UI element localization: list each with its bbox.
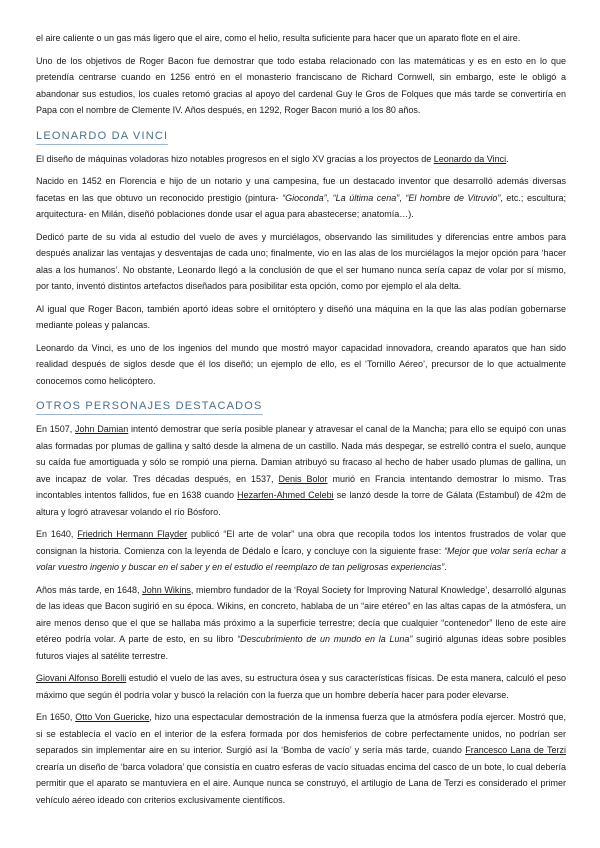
link-denis-bolor[interactable]: Denis Bolor — [278, 473, 328, 484]
paragraph-tornillo-aereo — [36, 340, 566, 390]
link-john-wikins[interactable]: John Wikins — [142, 584, 191, 595]
work-title: “El hombre de Vitruvio” — [405, 192, 501, 203]
paragraph-borelli — [36, 670, 566, 703]
link-otto-von-guericke[interactable]: Otto Von Guericke — [75, 712, 150, 722]
text: . — [506, 153, 509, 164]
paragraph-leonardo-intro — [36, 151, 566, 168]
text: , — [399, 192, 406, 203]
paragraph-john-damian — [36, 421, 566, 520]
text: intentó demostrar que sería posible planear y atravesar el canal de la Mancha; para ello se equipó con unas alas formadas por plumas de gallina y saltó desde la almena de un castillo. Nada más despegar, se estrelló contra el suelo, aunque su caída fue amortiguada y sólo se rompió una pierna. Damian atribuyó su fracaso al hecho de haber usado plumas de gallina, un ave incapaz de volar. Tres décadas después, en 1537, — [36, 424, 567, 484]
paragraph-leonardo-birds — [36, 229, 566, 295]
paragraph-roger-bacon — [36, 53, 566, 119]
paragraph-ornitoptero — [36, 301, 566, 334]
text: , etc.; escultura; arquitectura- en Milán, diseñó poblaciones donde usar el agua para abastecerse; anatomía…). — [36, 192, 566, 219]
text: crearía un diseño de ‘barca voladora’ que consistía en cuatro esferas de vacío situadas encima del casco de un bote, lo cual debería permitir que el aparato se mantuviera en el aire. Aunque nunca se construyó, el artilugio de Lana de Terzi es considerado el primer vehículo aéreo ideado con criterios exclusivamente científicos. — [36, 761, 566, 805]
section-heading-otros: OTROS PERSONAJES DESTACADOS — [36, 399, 263, 415]
text: Al igual que Roger Bacon, también aportó ideas sobre el ornitóptero y diseñó una máquina en la que las alas podían gobernarse mediante poleas y palancas. — [36, 303, 566, 330]
link-hezarfen-ahmed-celebi[interactable]: Hezarfen-Ahmed Celebi — [237, 490, 334, 500]
document-page — [36, 30, 566, 814]
text: el aire caliente o un gas más ligero que el aire, como el helio, resulta suficiente para hacer que un aparato flote en el aire. — [36, 33, 521, 43]
paragraph-helio — [36, 30, 566, 47]
paragraph-flayder — [36, 526, 566, 576]
text: , miembro fundador de la ‘Royal Society for Improving Natural Knowledge’, desarrolló algunas de las ideas que Bacon sugirió en su época. Wikins, en concreto, hablaba de un “aire etéreo” en las altas capas de la atmósfera, un aire menos denso que el que se hallaba más próximo a la superficie terrestre; decía que cualquier “contenedor” lleno de este aire etéreo podría volar. A parte de esto, en su libro — [36, 584, 566, 644]
paragraph-leonardo-biography — [36, 173, 566, 223]
link-leonardo-da-vinci[interactable]: Leonardo da Vinci — [433, 153, 507, 164]
link-giovani-alfonso-borelli[interactable]: Giovani Alfonso Borelli — [36, 673, 127, 683]
text: En 1650, — [36, 712, 76, 722]
text: Leonardo da Vinci, es uno de los ingenios del mundo que mostró mayor capacidad innovadora, creando aparatos que han sido realidad después de siglos desde que él los diseñó; un ejemplo de ello, es el ‘Tornillo Aéreo’, precursor de lo que actualmente conocemos como helicóptero. — [36, 342, 566, 386]
text: se lanzó desde la torre de Gálata (Estambul) de 42m de altura y logró atravesar volando el río Bósforo. — [36, 490, 566, 517]
paragraph-von-guericke — [36, 709, 566, 808]
work-title: “Gioconda” — [282, 192, 327, 203]
text: , hizo una espectacular demostración de la inmensa fuerza que la atmósfera podía ejercer. Mostró que, si se establecía el vacío en el interior de la esfera formada por dos hemisferios de cobre perfectamente unidos, no podrían ser separados sin implementar aire en su interior. Surgió así la ‘Bomba de vacío’ y sería más tarde, cuando — [36, 712, 567, 755]
text: En 1640, — [36, 529, 78, 539]
text: En 1507, — [36, 424, 76, 434]
text: Nacido en 1452 en Florencia e hijo de un notario y una campesina, fue un destacado inventor que desarrolló además diversas facetas en las que obtuvo un reconocido prestigio (pintura- — [36, 176, 566, 203]
text: murió en Francia intentando demostrar lo mismo. Tras incontables intentos fallidos, fue en 1638 cuando — [36, 473, 566, 500]
text: Años más tarde, en 1648, — [36, 584, 143, 595]
work-title: “La última cena” — [332, 192, 400, 203]
text: . — [444, 562, 447, 572]
text: sugirió algunas ideas sobre posibles futuros viajes al satélite terrestre. — [36, 634, 567, 661]
section-heading-leonardo: LEONARDO DA VINCI — [36, 129, 168, 145]
text: , — [326, 192, 333, 203]
paragraph-john-wikins — [36, 582, 566, 665]
book-title: “Descubrimiento de un mundo en la Luna” — [237, 634, 413, 644]
text: Uno de los objetivos de Roger Bacon fue demostrar que todo estaba relacionado con las matemáticas y es en esto en lo que pretendía centrarse cuando en 1256 entró en el monasterio franciscano de Richard Cornwell, sin embargo, este le obligó a abandonar sus estudios, los cuales retomó gracias al apoyo del cardenal Guy le Gros de Folques que más tarde se convertiría en Papa con el nombre de Clemente IV. Años después, en 1292, Roger Bacon murió a los 80 años. — [36, 55, 566, 115]
link-john-damian[interactable]: John Damian — [75, 424, 129, 434]
quote: “Mejor que volar sería echar a volar vuestro ingenio y buscar en el saber y en el estudio el reemplazo de tan peligrosas experiencias” — [36, 545, 566, 572]
text: Dedicó parte de su vida al estudio del vuelo de aves y murciélagos, observando las similitudes y diferencias entre ambos para después analizar las ventajas y desventajas de cada uno; finalmente, vio en las alas de los murciélagos la mejor opción para ‘hacer alas a los humanos’. No obstante, Leonardo llegó a la conclusión de que el ser humano nunca sería capaz de volar por sí mismo, por tanto, inventó distintos artefactos diseñados para posibilitar esta opción, como por ejemplo el ala delta. — [36, 231, 566, 291]
link-friedrich-hermann-flayder[interactable]: Friedrich Hermann Flayder — [77, 529, 188, 539]
text: estudió el vuelo de las aves, su estructura ósea y sus características físicas. De esta manera, calculó el peso máximo que según él podría volar y buscó la relación con la fuerza que un hombre debería hacer para poder elevarse. — [36, 673, 566, 700]
text: publicó “El arte de volar” una obra que recopila todos los intentos frustrados de volar que consignan la historia. Comienza con la leyenda de Dédalo e Ícaro, y concluye con la siguiente frase: — [36, 529, 566, 556]
link-francesco-lana-de-terzi[interactable]: Francesco Lana de Terzi — [465, 745, 566, 755]
text: El diseño de máquinas voladoras hizo notables progresos en el siglo XV gracias a los proyectos de — [36, 153, 434, 164]
